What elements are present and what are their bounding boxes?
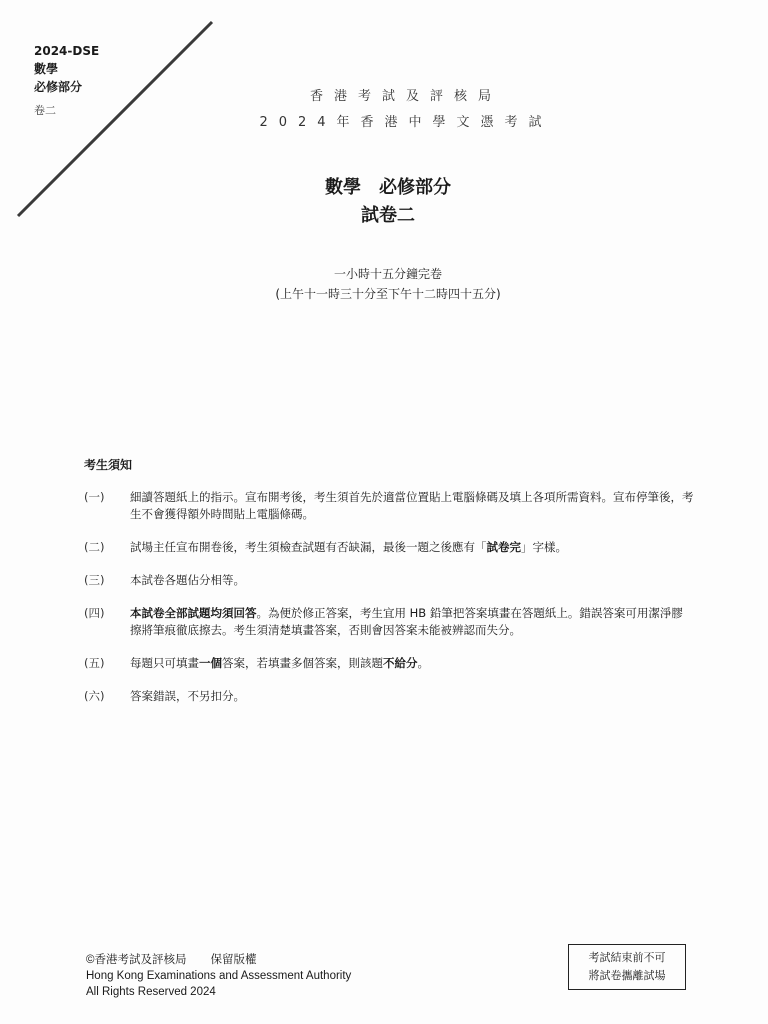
instruction-text-part: 答案，若填畫多個答案，則該題 [222, 656, 383, 670]
instruction-text: 本試卷各題佔分相等。 [130, 573, 245, 587]
paper-number: 試卷二 [361, 205, 415, 226]
paper-title [0, 174, 768, 230]
candidate-instructions [84, 456, 694, 721]
instruction-text-part: 。為便於修正答案，考生宜用 HB 鉛筆把答案填畫在答題紙上。錯誤答案可用潔淨膠擦將筆痕徹底擦去。考生須清楚填畫答案，否則會因答案未能被辨認而失分。 [130, 606, 683, 637]
instruction-item [84, 489, 694, 523]
instruction-number: (三) [84, 573, 105, 587]
notice-line: 將試卷攜離試場 [588, 969, 666, 982]
instruction-number: (四) [84, 606, 105, 620]
instruction-item [84, 539, 694, 556]
instruction-text: 細讀答題紙上的指示。宣布開考後，考生須首先於適當位置貼上電腦條碼及填上各項所需資料。宣布停筆後，考生不會獲得額外時間貼上電腦條碼。 [130, 490, 694, 521]
instruction-bold-text: 本試卷全部試題均須回答 [130, 606, 257, 620]
instruction-bold-text: 試卷完 [486, 540, 521, 554]
copyright-footer [86, 952, 351, 1000]
corner-subject-line1: 數學 [34, 62, 59, 76]
exam-duration: 一小時十五分鐘完卷 [333, 267, 442, 281]
instruction-text: 答案錯誤，不另扣分。 [130, 689, 245, 703]
exam-timing [0, 264, 768, 304]
exam-notice-box [568, 944, 686, 990]
instruction-text [130, 539, 694, 556]
corner-paper: 卷二 [34, 104, 56, 117]
instruction-text-part: 試場主任宣布開卷後，考生須檢查試題有否缺漏，最後一題之後應有「 [130, 540, 487, 554]
instruction-text [130, 655, 694, 672]
instructions-title: 考生須知 [84, 458, 133, 472]
exam-session: (上午十一時三十分至下午十二時四十五分) [275, 287, 501, 301]
subject-title: 數學 必修部分 [325, 177, 451, 198]
instruction-number: (一) [84, 490, 105, 504]
instruction-bold-text: 一個 [199, 656, 222, 670]
instruction-item [84, 572, 694, 589]
instruction-text-part: 」字樣。 [521, 540, 567, 554]
copyright-line-zh [86, 952, 351, 968]
authority-name: 香港考試及評核局 [309, 89, 502, 104]
corner-subject-line2: 必修部分 [34, 80, 83, 94]
instruction-text-part: 。 [417, 656, 429, 670]
exam-header [0, 84, 768, 136]
instruction-text [130, 605, 694, 639]
corner-year-code: 2024-DSE [34, 44, 100, 58]
rights-zh: 保留版權 [210, 954, 257, 966]
copyright-zh: ©香港考試及評核局 [86, 954, 187, 966]
instruction-text-part: 每題只可填畫 [130, 656, 199, 670]
rights-en: All Rights Reserved 2024 [86, 986, 216, 998]
instruction-item [84, 605, 694, 639]
notice-line: 考試結束前不可 [588, 951, 666, 964]
exam-name: 2024年香港中學文憑考試 [259, 115, 553, 130]
authority-name-en: Hong Kong Examinations and Assessment Authority [86, 970, 352, 982]
instruction-number: (六) [84, 689, 105, 703]
instruction-bold-text: 不給分 [383, 656, 418, 670]
instruction-item [84, 655, 694, 672]
instruction-number: (二) [84, 540, 105, 554]
instruction-item [84, 688, 694, 705]
instruction-number: (五) [84, 656, 105, 670]
